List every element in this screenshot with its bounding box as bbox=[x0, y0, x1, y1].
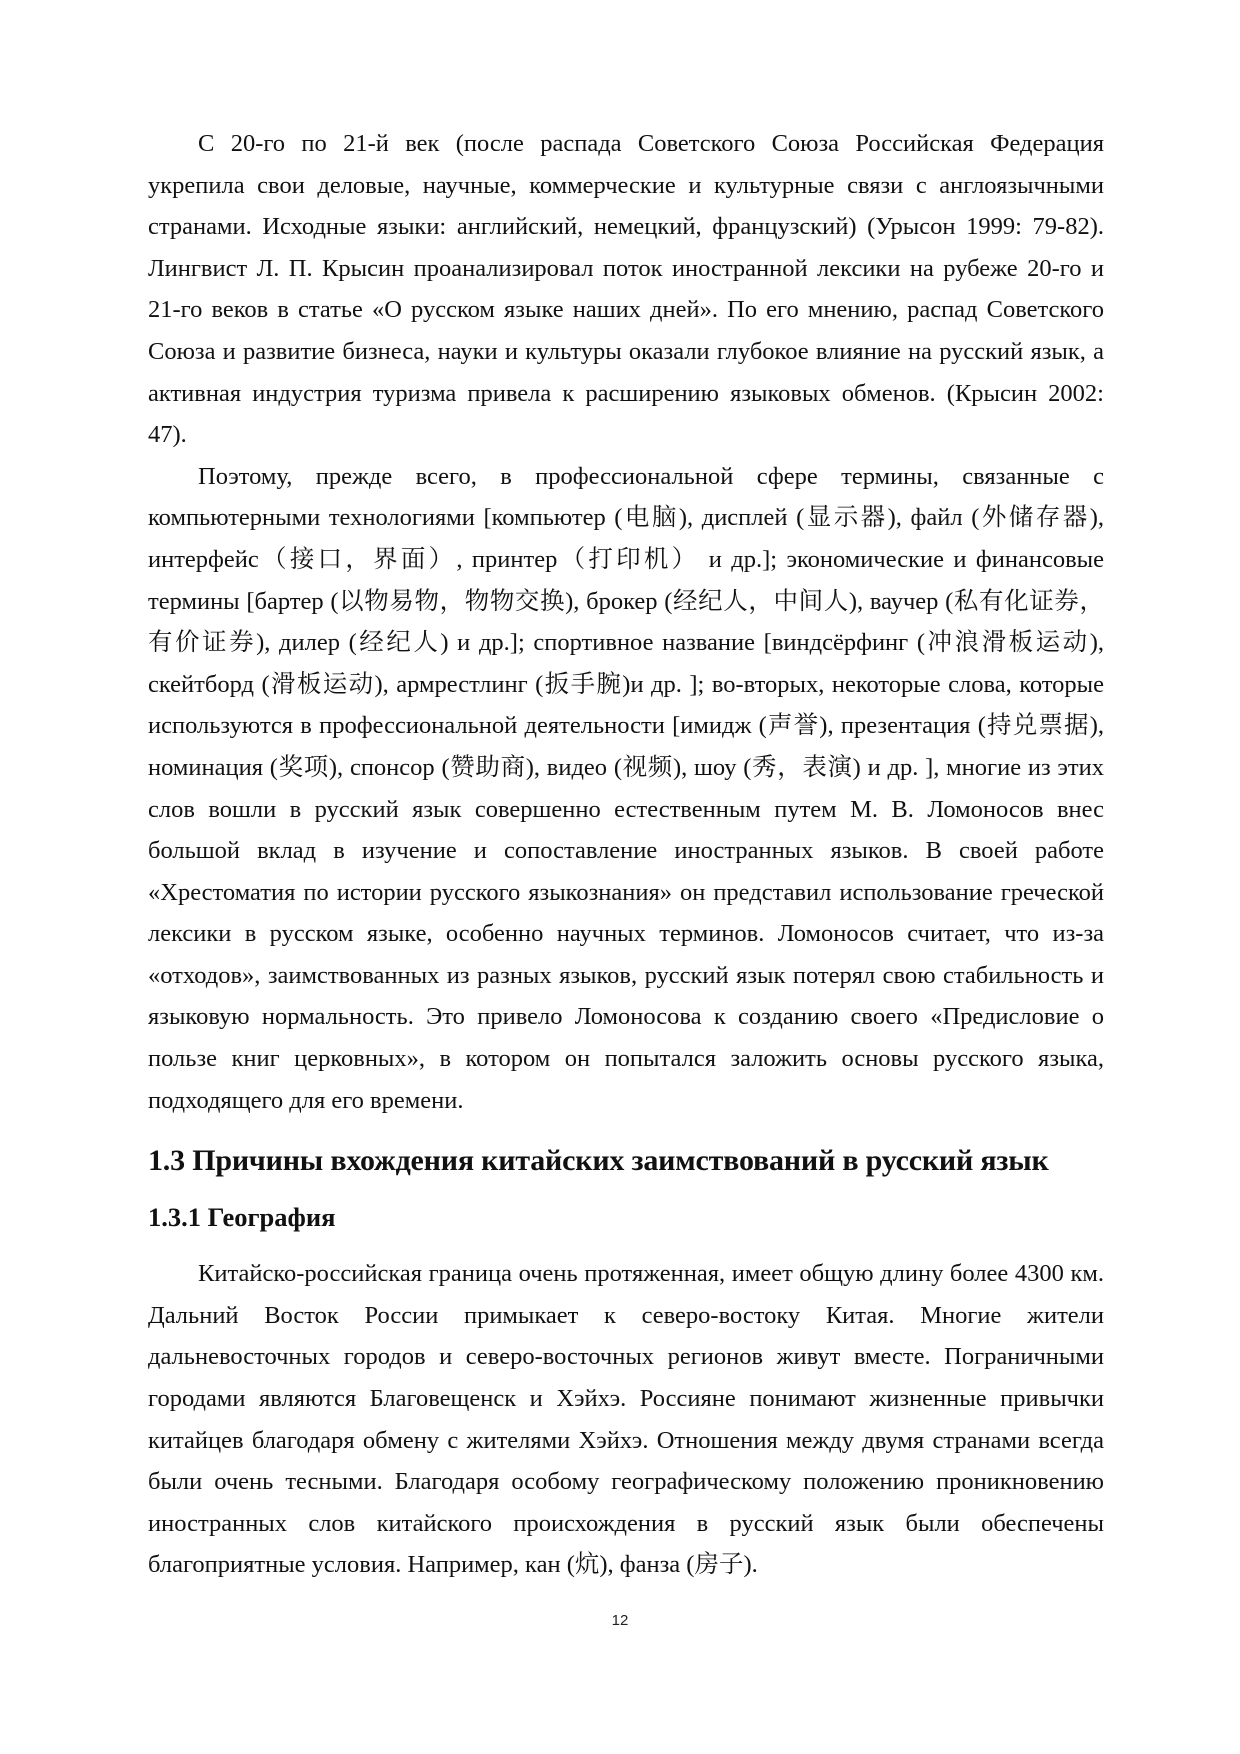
paragraph-professional-terms: Поэтому, прежде всего, в профессиональной сфере термины, связанные с компьютерными технологиями [компьютер (电脑), дисплей (显示器), файл (外储存器), интерфейс（接口，界面）, принтер（打印机） и др.]; экономические и финансовые термины [бартер (以物易物，物物交换), брокер (经纪人，中间人), ваучер (私有化证券，有价证券), дилер (经纪人) и др.]; спортивное название [виндсёрфинг (冲浪滑板运动), скейтборд (滑板运动), армрестлинг (扳手腕)и др. ]; во-вторых, некоторые слова, которые используются в профессиональной деятельности [имидж (声誉), презентация (持兑票据), номинация (奖项), спонсор (赞助商), видео (视频), шоу (秀，表演) и др. ], многие из этих слов вошли в русский язык совершенно естественным путем М. В. Ломоносов внес большой вклад в изучение и сопоставление иностранных языков. В своей работе «Хрестоматия по истории русского языкознания» он представил использование греческой лексики в русском языке, особенно научных терминов. Ломоносов считает, что из-за «отходов», заимствованных из разных языков, русский язык потерял свою стабильность и языковую нормальность. Это привело Ломоносова к созданию своего «Предисловие о пользе книг церковных», в котором он попытался заложить основы русского языка, подходящего для его времени. bbox=[148, 462, 1104, 1114]
subsection-heading: 1.3.1 География bbox=[148, 1202, 336, 1233]
section-heading: 1.3 Причины вхождения китайских заимствований в русский язык bbox=[148, 1144, 1049, 1178]
page-number: 12 bbox=[611, 1612, 629, 1629]
paragraph-geography: Китайско-российская граница очень протяженная, имеет общую длину более 4300 км. Дальний Восток России примыкает к северо-востоку Китая. Многие жители дальневосточных городов и северо-восточных регионов живут вместе. Пограничными городами являются Благовещенск и Хэйхэ. Россияне понимают жизненные привычки китайцев благодаря обмену с жителями Хэйхэ. Отношения между двумя странами всегда были очень тесными. Благодаря особому географическому положению проникновению иностранных слов китайского происхождения в русский язык были обеспечены благоприятные условия. Например, кан (炕), фанза (房子). bbox=[148, 1260, 1104, 1579]
page-body bbox=[148, 123, 1104, 1586]
paragraph-loanwords-20-21-century: С 20-го по 21-й век (после распада Советского Союза Российская Федерация укрепила свои деловые, научные, коммерческие и культурные связи с англоязычными странами. Исходные языки: английский, немецкий, французский) (Урысон 1999: 79-82). Лингвист Л. П. Крысин проанализировал поток иностранной лексики на рубеже 20-го и 21-го веков в статье «О русском языке наших дней». По его мнению, распад Советского Союза и развитие бизнеса, науки и культуры оказали глубокое влияние на русский язык, а активная индустрия туризма привела к расширению языковых обменов. (Крысин 2002: 47). bbox=[148, 130, 1104, 449]
